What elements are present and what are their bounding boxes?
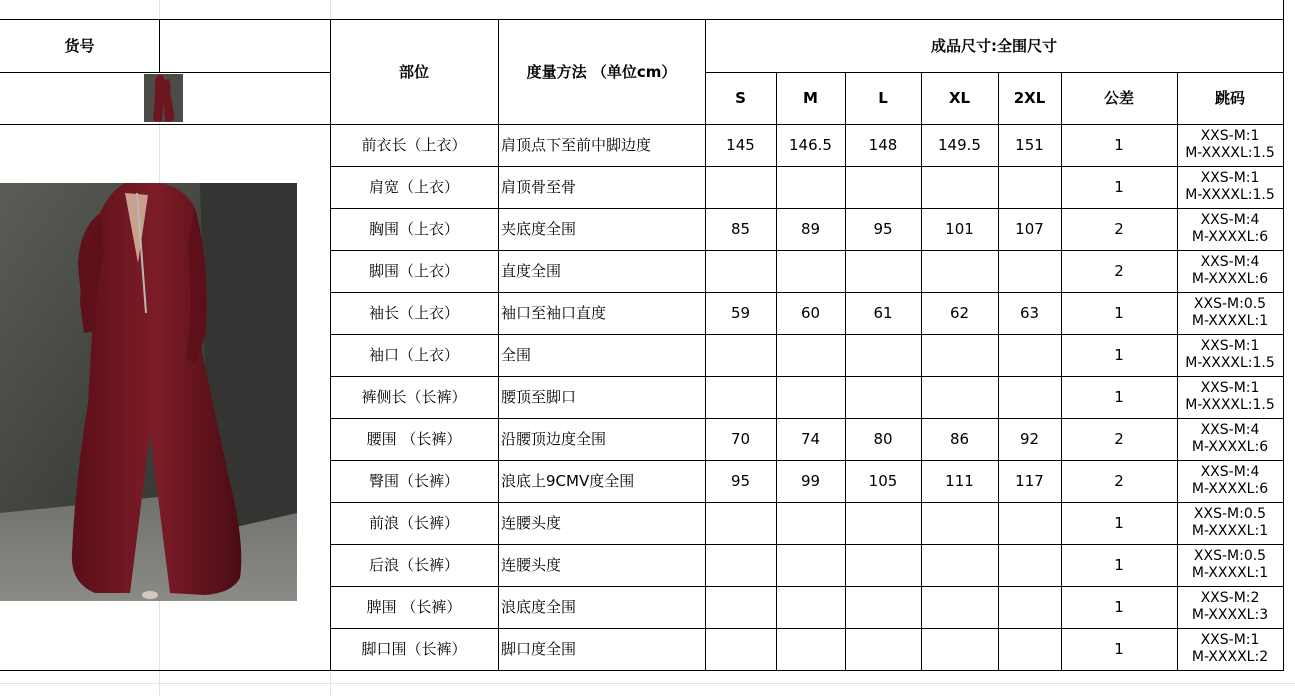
size-2xl-cell[interactable] xyxy=(998,586,1061,628)
method-cell[interactable]: 沿腰顶边度全围 xyxy=(501,430,607,448)
rule xyxy=(498,19,499,671)
tolerance-cell[interactable]: 1 xyxy=(1114,388,1124,406)
row-rule xyxy=(330,334,1284,335)
size-s-cell[interactable]: 70 xyxy=(730,430,751,448)
size-2xl-cell[interactable] xyxy=(998,250,1061,292)
size-l-cell[interactable]: 105 xyxy=(868,472,898,490)
tolerance-cell[interactable]: 1 xyxy=(1114,514,1124,532)
item-no-label: 货号 xyxy=(64,37,95,55)
grading-line-1: XXS-M:0.5 xyxy=(1193,547,1267,564)
size-2xl-cell[interactable] xyxy=(998,628,1061,670)
tolerance-cell[interactable]: 1 xyxy=(1114,346,1124,364)
size-l-cell[interactable] xyxy=(845,628,921,670)
size-s-cell[interactable] xyxy=(705,586,776,628)
row-rule xyxy=(330,250,1284,251)
size-2xl-cell[interactable]: 107 xyxy=(1015,220,1044,238)
grading-cell[interactable] xyxy=(1177,418,1283,460)
size-xl-cell[interactable] xyxy=(921,166,998,208)
rule xyxy=(1177,72,1178,671)
grading-line-2: M-XXXXL:1 xyxy=(1191,313,1269,329)
grading-cell[interactable] xyxy=(1177,292,1283,334)
size-group-header: 成品尺寸:全围尺寸 xyxy=(931,37,1057,55)
size-m-cell[interactable]: 146.5 xyxy=(789,136,832,154)
grading-header: 跳码 xyxy=(1214,89,1245,107)
size-xl-cell[interactable] xyxy=(921,502,998,544)
grading-cell[interactable] xyxy=(1177,250,1283,292)
size-s-cell[interactable] xyxy=(705,544,776,586)
grading-cell[interactable] xyxy=(1177,376,1283,418)
size-s-cell[interactable] xyxy=(705,628,776,670)
row-rule xyxy=(330,586,1284,587)
size-xl-cell[interactable]: 111 xyxy=(945,472,974,490)
size-2xl-cell[interactable] xyxy=(998,376,1061,418)
grading-line-2: M-XXXXL:1.5 xyxy=(1185,187,1275,203)
tolerance-cell[interactable]: 2 xyxy=(1114,472,1124,490)
tolerance-cell[interactable]: 1 xyxy=(1114,304,1124,322)
tolerance-header: 公差 xyxy=(1103,89,1134,107)
size-m-cell[interactable] xyxy=(776,166,845,208)
rule xyxy=(921,72,922,671)
product-thumbnail[interactable] xyxy=(144,74,183,122)
grading-cell[interactable] xyxy=(1177,460,1283,502)
grading-line-1: XXS-M:4 xyxy=(1200,253,1260,270)
tolerance-cell[interactable]: 2 xyxy=(1114,262,1124,280)
grading-cell[interactable] xyxy=(1177,334,1283,376)
grading-line-1: XXS-M:1 xyxy=(1200,631,1260,648)
size-l-cell[interactable] xyxy=(845,376,921,418)
gridline xyxy=(0,683,1295,684)
row-rule xyxy=(330,292,1284,293)
grading-line-2: M-XXXXL:1.5 xyxy=(1185,397,1275,413)
size-m-cell[interactable]: 99 xyxy=(800,472,821,490)
method-cell[interactable]: 袖口至袖口直度 xyxy=(501,304,607,322)
rule xyxy=(0,124,1284,125)
size-s-cell[interactable]: 85 xyxy=(730,220,751,238)
size-2xl-cell[interactable]: 151 xyxy=(1015,136,1044,154)
size-m-cell[interactable] xyxy=(776,544,845,586)
size-2xl-cell[interactable] xyxy=(998,502,1061,544)
rule xyxy=(705,72,1284,73)
grading-line-2: M-XXXXL:2 xyxy=(1191,649,1269,665)
grading-line-2: M-XXXXL:6 xyxy=(1191,271,1269,287)
grading-line-2: M-XXXXL:6 xyxy=(1191,439,1269,455)
size-l-cell[interactable]: 95 xyxy=(873,220,893,238)
size-xl-cell[interactable]: 62 xyxy=(949,304,970,322)
size-xl-cell[interactable] xyxy=(921,334,998,376)
size-s-cell[interactable] xyxy=(705,334,776,376)
part-cell[interactable]: 臀围（长裤） xyxy=(368,472,459,490)
size-xl-cell[interactable] xyxy=(921,376,998,418)
size-m-cell[interactable] xyxy=(776,334,845,376)
grading-line-2: M-XXXXL:6 xyxy=(1191,481,1269,497)
size-xl-cell[interactable] xyxy=(921,544,998,586)
part-cell[interactable]: 肩宽（上衣） xyxy=(368,178,459,196)
part-cell[interactable]: 前衣长（上衣） xyxy=(361,136,467,154)
method-header: 度量方法 （单位cm） xyxy=(526,63,677,81)
size-2xl-cell[interactable]: 92 xyxy=(1019,430,1040,448)
rule xyxy=(705,19,706,671)
rule xyxy=(1283,0,1284,671)
grading-cell[interactable] xyxy=(1177,166,1283,208)
size-s-cell[interactable] xyxy=(705,250,776,292)
rule xyxy=(330,19,331,671)
size-xl-cell[interactable] xyxy=(921,628,998,670)
rule xyxy=(0,72,330,73)
size-s-cell[interactable] xyxy=(705,376,776,418)
tolerance-cell[interactable]: 2 xyxy=(1114,220,1124,238)
part-cell[interactable]: 腰围 （长裤） xyxy=(366,430,462,448)
part-cell[interactable]: 前浪（长裤） xyxy=(368,514,459,532)
row-rule xyxy=(330,544,1284,545)
row-rule xyxy=(330,418,1284,419)
size-l-cell[interactable] xyxy=(845,502,921,544)
method-cell[interactable]: 连腰头度 xyxy=(501,514,562,532)
part-cell[interactable]: 裤侧长（长裤） xyxy=(361,388,467,406)
size-2xl-cell[interactable]: 117 xyxy=(1015,472,1044,490)
method-cell[interactable]: 连腰头度 xyxy=(501,556,562,574)
method-cell[interactable]: 直度全围 xyxy=(501,262,562,280)
grading-line-1: XXS-M:0.5 xyxy=(1193,295,1267,312)
rule xyxy=(0,670,1284,671)
grading-cell[interactable] xyxy=(1177,208,1283,250)
size-2xl-cell[interactable] xyxy=(998,334,1061,376)
size-m-cell[interactable] xyxy=(776,502,845,544)
grading-cell[interactable] xyxy=(1177,124,1283,166)
rule xyxy=(845,72,846,671)
size-m-cell[interactable]: 89 xyxy=(800,220,821,238)
size-header-xl: XL xyxy=(948,89,971,107)
row-rule xyxy=(330,208,1284,209)
method-cell[interactable]: 腰顶至脚口 xyxy=(501,388,577,406)
grading-line-2: M-XXXXL:3 xyxy=(1191,607,1269,623)
part-cell[interactable]: 脚口围（长裤） xyxy=(361,640,467,658)
size-l-cell[interactable] xyxy=(845,586,921,628)
size-m-cell[interactable]: 74 xyxy=(800,430,821,448)
part-cell[interactable]: 胸围（上衣） xyxy=(368,220,459,238)
method-cell[interactable]: 肩顶骨至骨 xyxy=(501,178,577,196)
size-s-cell[interactable]: 145 xyxy=(726,136,755,154)
part-cell[interactable]: 袖口（上衣） xyxy=(368,346,459,364)
grading-line-1: XXS-M:4 xyxy=(1200,211,1260,228)
size-m-cell[interactable]: 60 xyxy=(800,304,821,322)
grading-line-1: XXS-M:1 xyxy=(1200,169,1260,186)
row-rule xyxy=(330,502,1284,503)
item-no-value[interactable] xyxy=(159,20,330,72)
size-xl-cell[interactable] xyxy=(921,586,998,628)
size-l-cell[interactable] xyxy=(845,166,921,208)
rule xyxy=(0,19,1284,20)
row-rule xyxy=(330,460,1284,461)
rule xyxy=(159,19,160,72)
part-header: 部位 xyxy=(398,63,429,81)
size-header-l: L xyxy=(878,89,888,107)
grading-line-2: M-XXXXL:1 xyxy=(1191,565,1269,581)
part-cell[interactable]: 脚围（上衣） xyxy=(368,262,459,280)
size-2xl-cell[interactable]: 63 xyxy=(1019,304,1040,322)
row-rule xyxy=(330,166,1284,167)
size-header-2xl: 2XL xyxy=(1013,89,1046,107)
grading-line-1: XXS-M:4 xyxy=(1200,421,1260,438)
size-s-cell[interactable]: 59 xyxy=(730,304,751,322)
size-m-cell[interactable] xyxy=(776,586,845,628)
size-s-cell[interactable]: 95 xyxy=(730,472,751,490)
tolerance-cell[interactable]: 1 xyxy=(1114,556,1124,574)
method-cell[interactable]: 夹底度全围 xyxy=(501,220,577,238)
method-cell[interactable]: 肩顶点下至前中脚边度 xyxy=(501,136,652,154)
size-2xl-cell[interactable] xyxy=(998,544,1061,586)
size-2xl-cell[interactable] xyxy=(998,166,1061,208)
grading-line-1: XXS-M:2 xyxy=(1200,589,1260,606)
size-s-cell[interactable] xyxy=(705,502,776,544)
method-cell[interactable]: 脚口度全围 xyxy=(501,640,577,658)
size-l-cell[interactable]: 61 xyxy=(873,304,893,322)
method-cell[interactable]: 全围 xyxy=(501,346,532,364)
size-xl-cell[interactable]: 86 xyxy=(949,430,970,448)
size-xl-cell[interactable] xyxy=(921,250,998,292)
part-cell[interactable]: 袖长（上衣） xyxy=(368,304,459,322)
grading-line-1: XXS-M:1 xyxy=(1200,337,1260,354)
row-rule xyxy=(330,376,1284,377)
tolerance-cell[interactable]: 2 xyxy=(1114,430,1124,448)
method-cell[interactable]: 浪底度全围 xyxy=(501,598,577,616)
size-s-cell[interactable] xyxy=(705,166,776,208)
part-cell[interactable]: 后浪（长裤） xyxy=(368,556,459,574)
tolerance-cell[interactable]: 1 xyxy=(1114,640,1124,658)
grading-line-1: XXS-M:4 xyxy=(1200,463,1260,480)
grading-line-1: XXS-M:0.5 xyxy=(1193,505,1267,522)
rule xyxy=(1061,72,1062,671)
rule xyxy=(998,72,999,671)
size-header-m: M xyxy=(803,89,818,107)
size-l-cell[interactable] xyxy=(845,250,921,292)
size-l-cell[interactable]: 80 xyxy=(873,430,893,448)
grading-line-2: M-XXXXL:1 xyxy=(1191,523,1269,539)
grading-cell[interactable] xyxy=(1177,544,1283,586)
size-header-s: S xyxy=(735,89,746,107)
part-cell[interactable]: 脾围 （长裤） xyxy=(366,598,462,616)
tolerance-cell[interactable]: 1 xyxy=(1114,598,1124,616)
grading-line-2: M-XXXXL:1.5 xyxy=(1185,145,1275,161)
grading-cell[interactable] xyxy=(1177,628,1283,670)
grading-line-1: XXS-M:1 xyxy=(1200,127,1260,144)
tolerance-cell[interactable]: 1 xyxy=(1114,178,1124,196)
tolerance-cell[interactable]: 1 xyxy=(1114,136,1124,154)
size-l-cell[interactable]: 148 xyxy=(868,136,898,154)
row-rule xyxy=(330,628,1284,629)
product-photo xyxy=(0,183,297,601)
grading-line-1: XXS-M:1 xyxy=(1200,379,1260,396)
method-cell[interactable]: 浪底上9CMV度全围 xyxy=(501,472,635,490)
grading-line-2: M-XXXXL:1.5 xyxy=(1185,355,1275,371)
size-l-cell[interactable] xyxy=(845,544,921,586)
size-m-cell[interactable] xyxy=(776,376,845,418)
size-l-cell[interactable] xyxy=(845,334,921,376)
grading-cell[interactable] xyxy=(1177,586,1283,628)
grading-line-2: M-XXXXL:6 xyxy=(1191,229,1269,245)
grading-cell[interactable] xyxy=(1177,502,1283,544)
rule xyxy=(776,72,777,671)
size-m-cell[interactable] xyxy=(776,250,845,292)
size-xl-cell[interactable]: 101 xyxy=(945,220,974,238)
size-m-cell[interactable] xyxy=(776,628,845,670)
size-xl-cell[interactable]: 149.5 xyxy=(938,136,981,154)
